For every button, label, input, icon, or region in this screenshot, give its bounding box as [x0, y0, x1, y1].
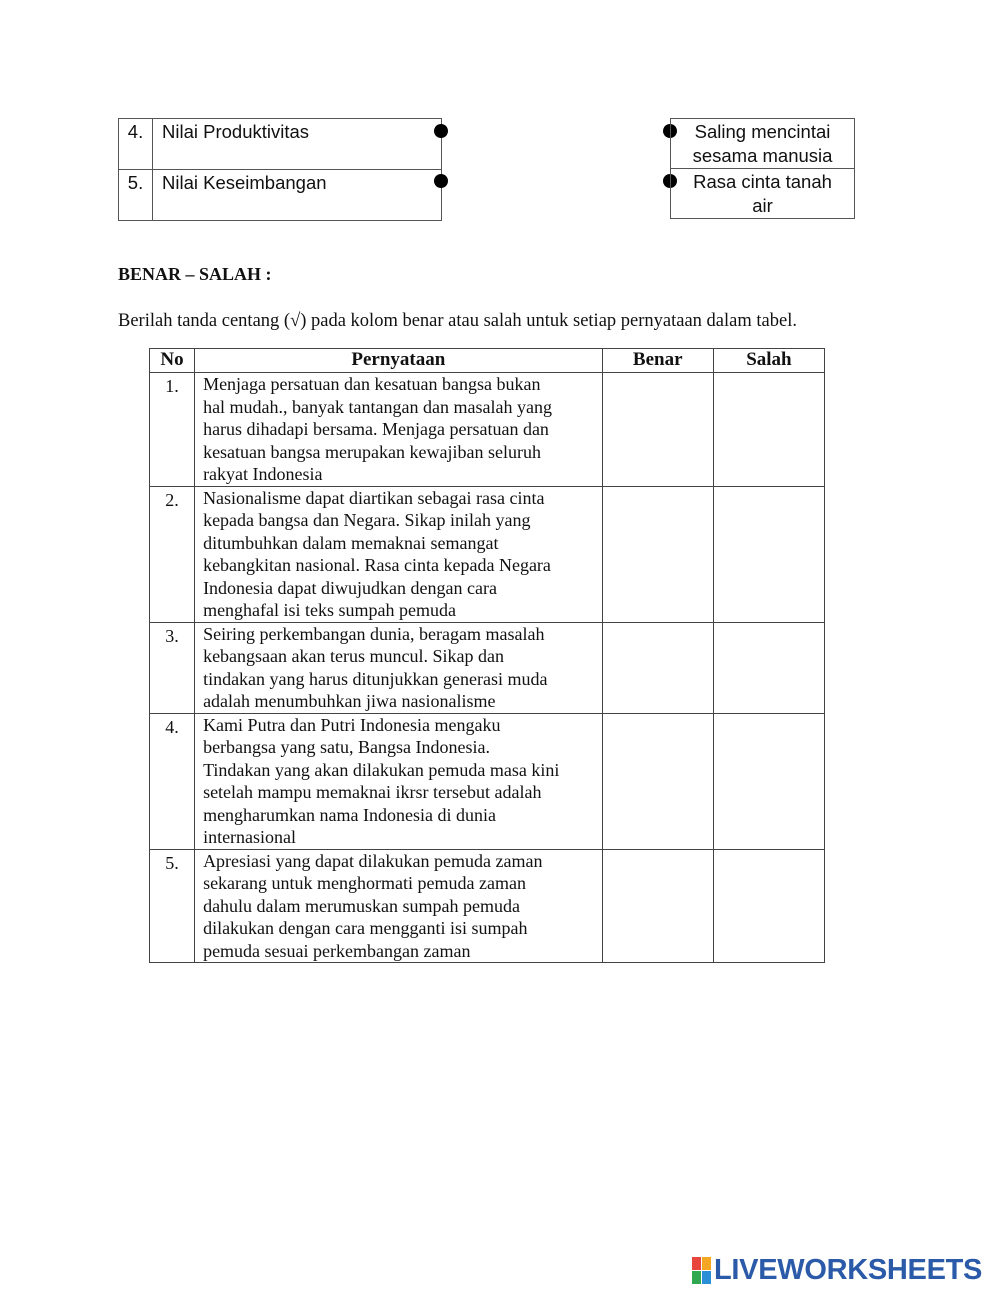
answer-false-cell[interactable]	[713, 622, 824, 713]
answer-true-cell[interactable]	[602, 373, 713, 487]
table-row	[150, 849, 825, 963]
logo-text: LIVEWORKSHEETS	[714, 1253, 983, 1286]
answer-false-cell[interactable]	[713, 713, 824, 849]
row-number: 5.	[150, 849, 195, 963]
table-row	[150, 713, 825, 849]
row-number: 3.	[150, 622, 195, 713]
statement-line: setelah mampu memaknai ikrsr tersebut adalah	[203, 782, 542, 802]
header-true: Benar	[602, 349, 713, 373]
matching-right-row	[671, 119, 855, 169]
statement-line: kebangkitan nasional. Rasa cinta kepada Negara	[203, 555, 551, 575]
row-number: 1.	[150, 373, 195, 487]
matching-left-row	[119, 119, 442, 170]
answer-false-cell[interactable]	[713, 373, 824, 487]
header-false: Salah	[713, 349, 824, 373]
liveworksheets-logo-icon	[692, 1257, 711, 1284]
statement-line: adalah menumbuhkan jiwa nasionalisme	[203, 691, 496, 711]
answer-true-cell[interactable]	[602, 713, 713, 849]
matching-left-row	[119, 170, 442, 221]
statement-line: Seiring perkembangan dunia, beragam masalah	[203, 623, 545, 644]
matching-left-table	[118, 118, 442, 221]
matching-left-number: 5.	[119, 170, 153, 221]
row-number: 4.	[150, 713, 195, 849]
statement-line: internasional	[203, 827, 297, 847]
logo-mark-block	[702, 1257, 711, 1270]
statement-line: pemuda sesuai perkembangan zaman	[203, 940, 471, 961]
answer-true-cell[interactable]	[602, 486, 713, 622]
matching-right-option	[671, 169, 855, 219]
statement-line: kebangsaan akan terus muncul. Sikap dan	[203, 646, 504, 666]
matching-right-option-line1: Rasa cinta tanah	[693, 171, 832, 192]
statement-line: Kami Putra dan Putri Indonesia mengaku	[203, 714, 501, 735]
statement-line: dahulu dalam merumuskan sumpah pemuda	[203, 895, 520, 916]
statement-line: Apresiasi yang dapat dilakukan pemuda zaman	[203, 850, 543, 871]
statement-line: Menjaga persatuan dan kesatuan bangsa bukan	[203, 374, 541, 394]
table-row	[150, 486, 825, 622]
matching-left-dot-4[interactable]	[434, 124, 448, 138]
statement-line: mengharumkan nama Indonesia di dunia	[203, 804, 496, 825]
matching-right-option	[671, 119, 855, 169]
matching-right-table	[670, 118, 855, 219]
answer-false-cell[interactable]	[713, 486, 824, 622]
statement-line: menghafal isi teks sumpah pemuda	[203, 600, 457, 620]
row-statement	[195, 849, 603, 963]
matching-right-option-line2: sesama manusia	[692, 145, 833, 166]
statement-line: Nasionalisme dapat diartikan sebagai rasa cinta	[203, 487, 545, 508]
instruction-text: Berilah tanda centang (√) pada kolom benar atau salah untuk setiap pernyataan dalam tabel.	[118, 311, 797, 331]
logo-mark-block	[692, 1271, 701, 1284]
row-statement	[195, 373, 603, 487]
statement-line: berbangsa yang satu, Bangsa Indonesia.	[203, 737, 490, 757]
answer-true-cell[interactable]	[602, 849, 713, 963]
true-false-table	[149, 348, 825, 963]
table-header-row	[150, 349, 825, 373]
table-row	[150, 622, 825, 713]
header-statement: Pernyataan	[195, 349, 603, 373]
statement-line: harus dihadapi bersama. Menjaga persatuan dan	[203, 419, 549, 439]
statement-line: kepada bangsa dan Negara. Sikap inilah yang	[203, 510, 531, 530]
row-statement	[195, 486, 603, 622]
statement-line: ditumbuhkan dalam memaknai semangat	[203, 532, 499, 553]
matching-left-label: Nilai Produktivitas	[153, 119, 442, 170]
answer-true-cell[interactable]	[602, 622, 713, 713]
section-title: BENAR – SALAH :	[118, 264, 272, 284]
liveworksheets-logo	[692, 1254, 982, 1286]
statement-line: kesatuan bangsa merupakan kewajiban seluruh	[203, 441, 541, 462]
statement-line: Indonesia dapat diwujudkan dengan cara	[203, 577, 497, 598]
row-statement	[195, 713, 603, 849]
table-row	[150, 373, 825, 487]
statement-line: tindakan yang harus ditunjukkan generasi muda	[203, 668, 548, 689]
row-number: 2.	[150, 486, 195, 622]
matching-left-number: 4.	[119, 119, 153, 170]
matching-right-option-line2: air	[752, 195, 773, 216]
statement-line: dilakukan dengan cara mengganti isi sumpah	[203, 918, 528, 938]
statement-line: hal mudah., banyak tantangan dan masalah yang	[203, 396, 552, 417]
logo-mark-block	[692, 1257, 701, 1270]
matching-right-row	[671, 169, 855, 219]
answer-false-cell[interactable]	[713, 849, 824, 963]
statement-line: rakyat Indonesia	[203, 464, 323, 484]
matching-right-option-line1: Saling mencintai	[694, 121, 831, 142]
statement-line: Tindakan yang akan dilakukan pemuda masa kini	[203, 759, 560, 780]
row-statement	[195, 622, 603, 713]
matching-left-label: Nilai Keseimbangan	[153, 170, 442, 221]
matching-left-dot-5[interactable]	[434, 174, 448, 188]
header-no: No	[150, 349, 195, 373]
logo-mark-block	[702, 1271, 711, 1284]
statement-line: sekarang untuk menghormati pemuda zaman	[203, 873, 526, 893]
